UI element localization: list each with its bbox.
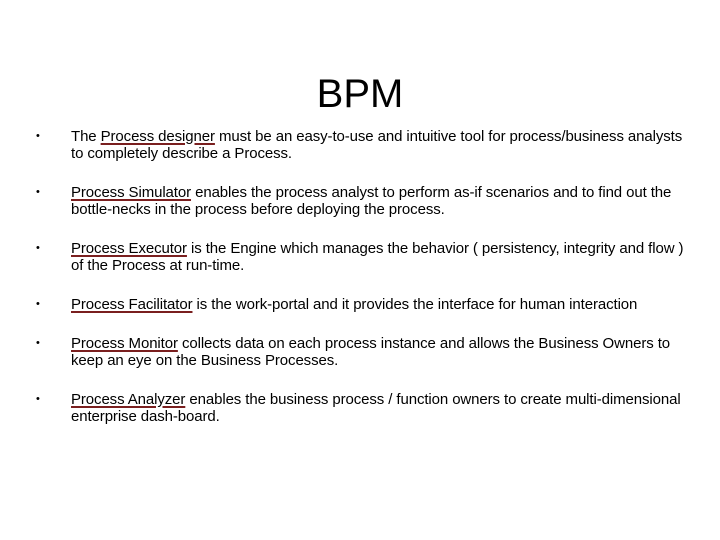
bullet-term: Process Facilitator [71, 296, 193, 313]
bullet-icon: • [36, 337, 40, 349]
bullet-item-process-analyzer [36, 391, 686, 425]
bullet-text: collects data on each process instance and allows the Business Owners to keep an eye on the Business Processes. [71, 335, 671, 369]
bullet-item-process-simulator [36, 184, 686, 218]
bullet-item-process-designer [36, 128, 686, 162]
bullet-term: Process Executor [71, 240, 187, 257]
bullet-text: enables the business process / function owners to create multi-dimensional enterprise dash-board. [71, 391, 681, 425]
slide-title: BPM [316, 71, 404, 116]
bullet-icon: • [36, 186, 40, 198]
bullet-list [36, 128, 686, 447]
bullet-text: enables the process analyst to perform as-if scenarios and to find out the bottle-necks in the process before deploying the process. [71, 184, 672, 218]
bullet-term: Process Analyzer [71, 391, 186, 408]
bullet-icon: • [36, 130, 40, 142]
bullet-term: Process Simulator [71, 184, 192, 201]
bullet-item-process-executor [36, 240, 686, 274]
bullet-text: is the work-portal and it provides the interface for human interaction [192, 296, 638, 313]
bullet-icon: • [36, 393, 40, 405]
bullet-text: is the Engine which manages the behavior ( persistency, integrity and flow ) of the Process at run-time. [71, 240, 684, 274]
bullet-term: Process Monitor [71, 335, 178, 352]
bullet-term: Process designer [100, 128, 215, 145]
bullet-icon: • [36, 242, 40, 254]
bullet-item-process-monitor [36, 335, 686, 369]
bullet-icon: • [36, 298, 40, 310]
bullet-prefix: The [71, 128, 101, 145]
bullet-item-process-facilitator [36, 296, 686, 313]
bullet-text: must be an easy-to-use and intuitive tool for process/business analysts to completely describe a Process. [71, 128, 683, 162]
